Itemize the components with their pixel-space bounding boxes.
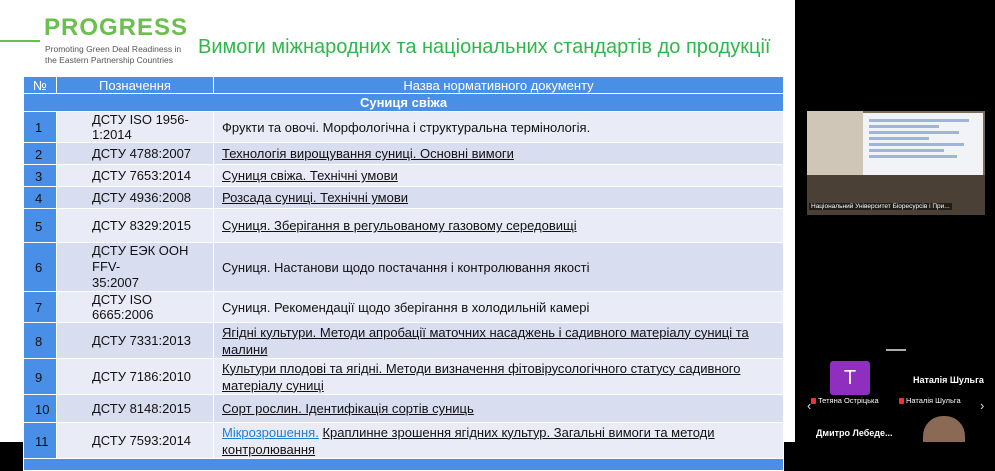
- document-link-line2[interactable]: малини: [222, 341, 268, 357]
- row-code-line1: ДСТУ ЕЭК ООН FFV-: [92, 243, 189, 274]
- table-row: [24, 187, 784, 209]
- table-row: [24, 323, 784, 359]
- microirrigation-link[interactable]: Мікрозрошення.: [222, 424, 319, 440]
- row-name: Фрукти та овочі. Морфологічна і структуральна термінологія.: [214, 112, 784, 143]
- chevron-right-icon[interactable]: ›: [980, 398, 985, 413]
- row-code: ДСТУ 4936:2008: [57, 187, 214, 209]
- row-name: [214, 423, 784, 459]
- logo-subtitle: [45, 44, 181, 66]
- row-code: [57, 243, 214, 292]
- table-row: [24, 292, 784, 323]
- row-number: 1: [24, 112, 57, 143]
- row-number: 8: [24, 323, 57, 359]
- row-number: 9: [24, 359, 57, 395]
- row-code: ДСТУ ISO 6665:2006: [57, 292, 214, 323]
- section-row: [24, 94, 784, 112]
- row-number: 6: [24, 243, 57, 292]
- document-link[interactable]: Технологія вирощування суниці. Основні вимоги: [222, 146, 514, 161]
- row-number: 3: [24, 165, 57, 187]
- logo-subtitle-line2: the Eastern Partnership Countries: [45, 55, 174, 65]
- row-number: 10: [24, 395, 57, 423]
- header-number: №: [24, 77, 57, 94]
- document-link[interactable]: Суниця. Зберігання в регульованому газовому середовищі: [222, 218, 577, 233]
- video-projector-screen: [863, 113, 983, 175]
- document-link[interactable]: Суниця свіжа. Технічні умови: [222, 168, 398, 183]
- row-name: [214, 143, 784, 165]
- document-link-line1[interactable]: Ягідні культури. Методи апробації маточних насаджень і садивного матеріалу суниці та: [222, 324, 749, 340]
- row-number: 2: [24, 143, 57, 165]
- document-link[interactable]: Розсада суниці. Технічні умови: [222, 190, 409, 205]
- mic-muted-icon: [899, 398, 904, 404]
- row-name: [214, 395, 784, 423]
- participant-name-tile: Наталія Шульга: [913, 375, 984, 385]
- row-code-line2: 35:2007: [92, 275, 139, 290]
- row-code: ДСТУ 4788:2007: [57, 143, 214, 165]
- document-link-line1[interactable]: Культури плодові та ягідні. Методи визначення фітовірусологічного статусу садивного: [222, 360, 741, 376]
- row-name: [214, 187, 784, 209]
- row-code: ДСТУ 8148:2015: [57, 395, 214, 423]
- row-name: Суниця. Рекомендації щодо зберігання в холодильній камері: [214, 292, 784, 323]
- video-caption: Національний Університет Біоресурсів і При...: [811, 203, 950, 210]
- table-row: [24, 209, 784, 243]
- table-row: [24, 112, 784, 143]
- row-name: [214, 359, 784, 395]
- row-number: 7: [24, 292, 57, 323]
- row-code: ДСТУ 7653:2014: [57, 165, 214, 187]
- row-name: [214, 209, 784, 243]
- row-name: [214, 323, 784, 359]
- participant-video-thumbnail[interactable]: [923, 416, 965, 442]
- document-link[interactable]: Краплинне зрошення ягідних культур. Загальні вимоги та методи: [322, 424, 715, 440]
- table-row: [24, 165, 784, 187]
- standards-table: [23, 76, 784, 471]
- presenter-video[interactable]: [807, 111, 985, 215]
- document-link[interactable]: Сорт рослин. Ідентифікація сортів суниць: [222, 401, 474, 416]
- document-link-line2[interactable]: матеріалу суниці: [222, 377, 324, 393]
- table-row: [24, 143, 784, 165]
- pager-indicator[interactable]: [886, 349, 906, 351]
- row-number: 4: [24, 187, 57, 209]
- table-row: [24, 359, 784, 395]
- table-row: [24, 243, 784, 292]
- progress-logo: [0, 14, 189, 70]
- row-code: ДСТУ 8329:2015: [57, 209, 214, 243]
- video-wall: [807, 111, 863, 175]
- logo-subtitle-line1: Promoting Green Deal Readiness in: [45, 44, 182, 54]
- table-footer-row: [24, 459, 784, 471]
- header-code: Позначення: [57, 77, 214, 94]
- mic-muted-icon: [811, 398, 816, 404]
- slide-title: Вимоги міжнародних та національних стандартів до продукції: [198, 36, 771, 58]
- table-row: [24, 423, 784, 459]
- row-number: 5: [24, 209, 57, 243]
- chevron-left-icon[interactable]: ‹: [807, 398, 812, 413]
- row-number: 11: [24, 423, 57, 459]
- row-name: [214, 165, 784, 187]
- avatar[interactable]: T: [830, 361, 870, 395]
- row-code: ДСТУ 7593:2014: [57, 423, 214, 459]
- row-code: ДСТУ 7186:2010: [57, 359, 214, 395]
- document-link-line2[interactable]: контролювання: [222, 441, 316, 457]
- participants-panel: [795, 0, 995, 442]
- row-code: ДСТУ 7331:2013: [57, 323, 214, 359]
- participant-name-tile: Дмитро Лебеде...: [816, 428, 893, 438]
- participant-label: Тетяна Остріцька: [811, 396, 879, 405]
- table-header-row: [24, 77, 784, 94]
- header-document-name: Назва нормативного документу: [214, 77, 784, 94]
- logo-title: PROGRESS: [44, 14, 189, 41]
- table-row: [24, 395, 784, 423]
- row-name: Суниця. Настанови щодо постачання і контролювання якості: [214, 243, 784, 292]
- logo-line: [0, 40, 40, 42]
- section-title: Суниця свіжа: [24, 94, 784, 112]
- participant-label: Наталія Шульга: [899, 396, 961, 405]
- row-code: ДСТУ ISO 1956-1:2014: [57, 112, 214, 143]
